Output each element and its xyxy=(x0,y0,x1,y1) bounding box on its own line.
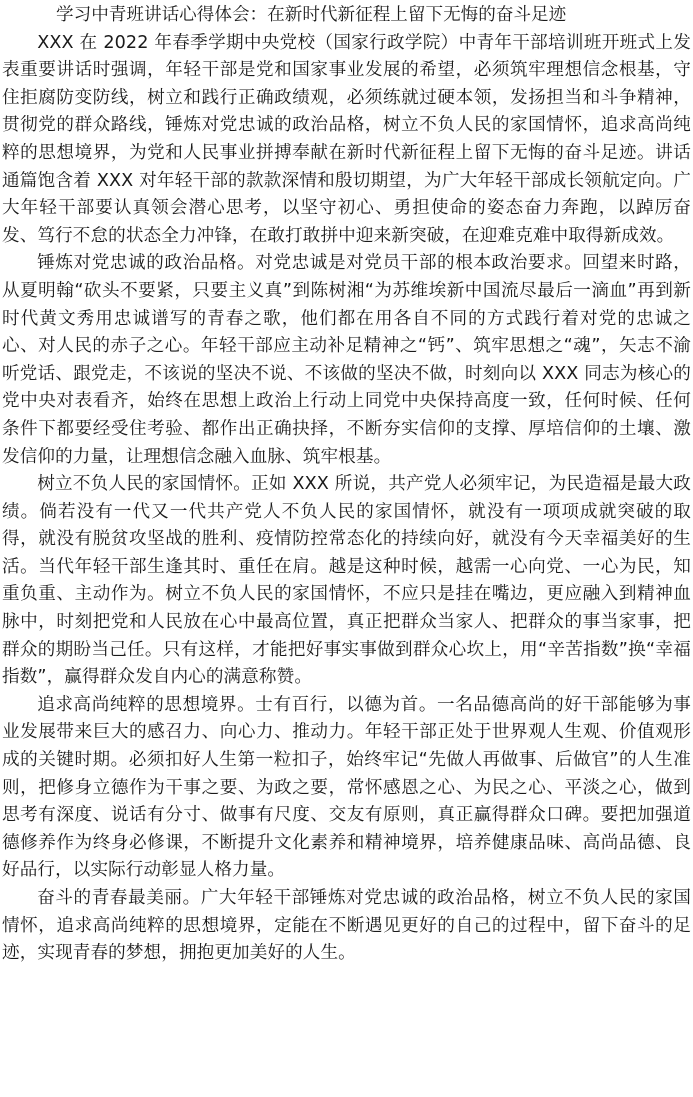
paragraph-morality: 追求高尚纯粹的思想境界。士有百行，以德为首。一名品德高尚的好干部能够为事业发展带来巨大的感召力、向心力、推动力。年轻干部正处于世界观人生观、价值观形成的关键时期。必须扣好人生第一粒扣子，始终牢记“先做人再做事、后做官”的人生准则，把修身立德作为干事之要、为政之要，常怀感恩之心、为民之心、平淡之心，做到思考有深度、说话有分寸、做事有尺度、交友有原则，真正赢得群众口碑。要把加强道德修养作为终身必修课，不断提升文化素养和精神境界，培养健康品味、高尚品德、良好品行，以实际行动彰显人格力量。 xyxy=(2,694,691,881)
paragraph-intro: XXX 在 2022 年春季学期中央党校（国家行政学院）中青年干部培训班开班式上发表重要讲话时强调，年轻干部是党和国家事业发展的希望，必须筑牢理想信念根基，守住拒腐防变防线，树立和践行正确政绩观，必须练就过硬本领，发扬担当和斗争精神，贯彻党的群众路线，锤炼对党忠诚的政治品格，树立不负人民的家国情怀，追求高尚纯粹的思想境界，为党和人民事业拼搏奉献在新时代新征程上留下无悔的奋斗足迹。讲话通篇饱含着 XXX 对年轻干部的款款深情和殷切期望，为广大年轻干部成长领航定向。广大年轻干部要认真领会潜心思考，以坚守初心、勇担使命的姿态奋力奔跑，以踔厉奋发、笃行不怠的状态全力冲锋，在敢打敢拼中迎来新突破，在迎难克难中取得新成效。 xyxy=(2,32,691,246)
document-title: 学习中青班讲话心得体会：在新时代新征程上留下无悔的奋斗足迹 xyxy=(56,5,567,25)
paragraph-conclusion: 奋斗的青春最美丽。广大年轻干部锤炼对党忠诚的政治品格，树立不负人民的家国情怀，追求高尚纯粹的思想境界，定能在不断遇见更好的自己的过程中，留下奋斗的足迹，实现青春的梦想，拥抱更加美好的人生。 xyxy=(2,888,691,964)
paragraph-loyalty: 锤炼对党忠诚的政治品格。对党忠诚是对党员干部的根本政治要求。回望来时路，从夏明翰“砍头不要紧，只要主义真”到陈树湘“为苏维埃新中国流尽最后一滴血”再到新时代黄文秀用忠诚谱写的青春之歌，他们都在用各自不同的方式践行着对党的忠诚之心、对人民的赤子之心。年轻干部应主动补足精神之“钙”、筑牢思想之“魂”，矢志不渝听党话、跟党走，不该说的坚决不说、不该做的坚决不做，时刻向以 XXX 同志为核心的党中央对表看齐，始终在思想上政治上行动上同党中央保持高度一致，任何时候、任何条件下都要经受住考验、都作出正确抉择，不断夯实信仰的支撑、厚培信仰的土壤、激发信仰的力量，让理想信念融入血脉、筑牢根基。 xyxy=(2,253,691,467)
paragraph-people: 树立不负人民的家国情怀。正如 XXX 所说，共产党人必须牢记，为民造福是最大政绩。倘若没有一代又一代共产党人不负人民的家国情怀，就没有一项项成就突破的取得，就没有脱贫攻坚战的胜利、疫情防控常态化的持续向好，就没有今天幸福美好的生活。当代年轻干部生逢其时、重任在肩。越是这种时候，越需一心向党、一心为民，知重负重、主动作为。树立不负人民的家国情怀，不应只是挂在嘴边，更应融入到精神血脉中，时刻把党和人民放在心中最高位置，真正把群众当家人、把群众的事当家事，把群众的期盼当己任。只有这样，才能把好事实事做到群众心坎上，用“辛苦指数”换“幸福指数”，赢得群众发自内心的满意称赞。 xyxy=(2,474,691,688)
